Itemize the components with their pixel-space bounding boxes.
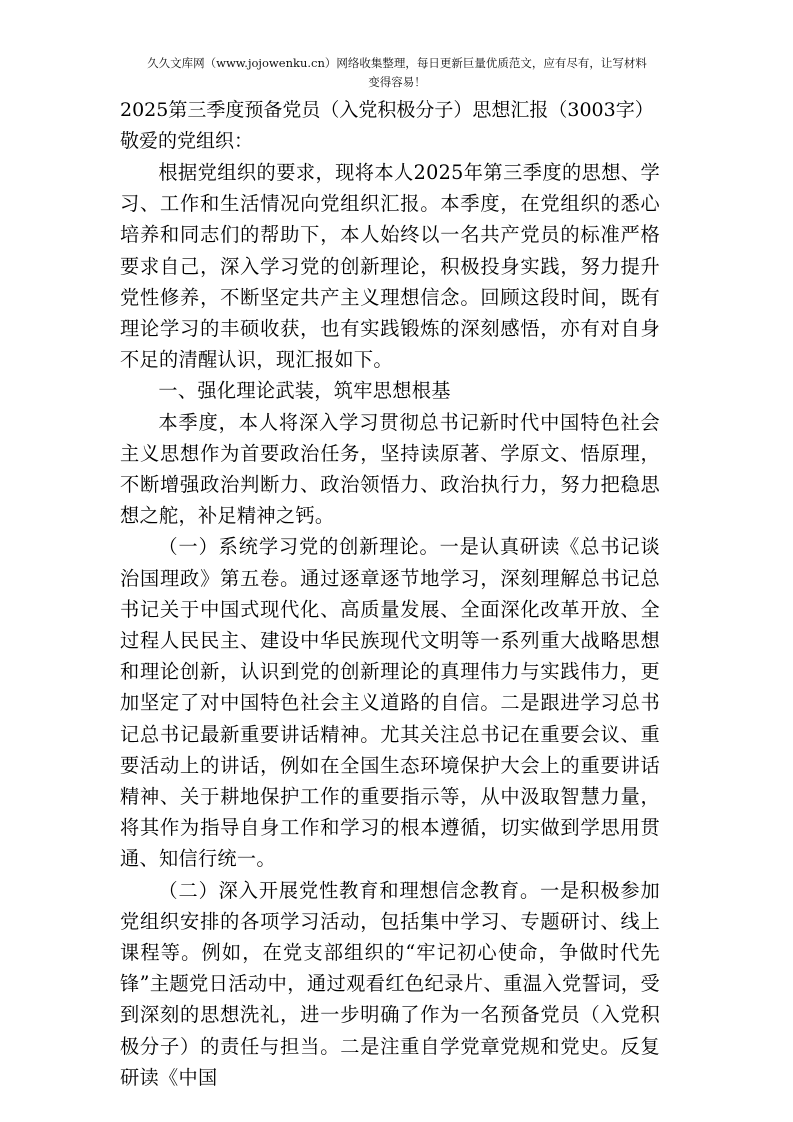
header-line-2: 变得容易！ — [368, 75, 426, 89]
document-body — [120, 95, 660, 1093]
paragraph-subsection-1: （一）系统学习党的创新理论。一是认真研读《总书记谈治国理政》第五卷。通过逐章逐节地学习，深刻理解总书记总书记关于中国式现代化、高质量发展、全面深化改革开放、全过程人民民主、建设中华民族现代文明等一系列重大战略思想和理论创新，认识到党的创新理论的真理伟力与实践伟力，更加坚定了对中国特色社会主义道路的自信。二是跟进学习总书记总书记最新重要讲话精神。尤其关注总书记在重要会议、重要活动上的讲话，例如在全国生态环境保护大会上的重要讲话精神、关于耕地保护工作的重要指示等，从中汲取智慧力量，将其作为指导自身工作和学习的根本遵循，切实做到学思用贯通、知信行统一。 — [120, 535, 660, 871]
paragraph-section-1: 本季度，本人将深入学习贯彻总书记新时代中国特色社会主义思想作为首要政治任务，坚持读原著、学原文、悟原理，不断增强政治判断力、政治领悟力、政治执行力，努力把稳思想之舵，补足精神之钙。 — [120, 410, 660, 528]
document-title: 2025第三季度预备党员（入党积极分子）思想汇报（3003字） — [120, 99, 654, 121]
section-heading-1: 一、强化理论武装，筑牢思想根基 — [158, 379, 451, 403]
salutation: 敬爱的党组织： — [120, 130, 254, 152]
document-header — [112, 54, 682, 92]
header-line-1: 久久文库网（www.jojowenku.cn）网络收集整理，每日更新巨量优质范文，应有尽有，让写材料 — [147, 56, 647, 70]
paragraph-subsection-2: （二）深入开展党性教育和理想信念教育。一是积极参加党组织安排的各项学习活动，包括集中学习、专题研讨、线上课程等。例如，在党支部组织的“牢记初心使命，争做时代先锋”主题党日活动中，通过观看红色纪录片、重温入党誓词，受到深刻的思想洗礼，进一步明确了作为一名预备党员（入党积极分子）的责任与担当。二是注重自学党章党规和党史。反复研读《中国 — [120, 878, 660, 1089]
paragraph-intro: 根据党组织的要求，现将本人2025年第三季度的思想、学习、工作和生活情况向党组织汇报。本季度，在党组织的悉心培养和同志们的帮助下，本人始终以一名共产党员的标准严格要求自己，深入学习党的创新理论，积极投身实践，努力提升党性修养，不断坚定共产主义理想信念。回顾这段时间，既有理论学习的丰硕收获，也有实践锻炼的深刻感悟，亦有对自身不足的清醒认识，现汇报如下。 — [120, 161, 660, 372]
